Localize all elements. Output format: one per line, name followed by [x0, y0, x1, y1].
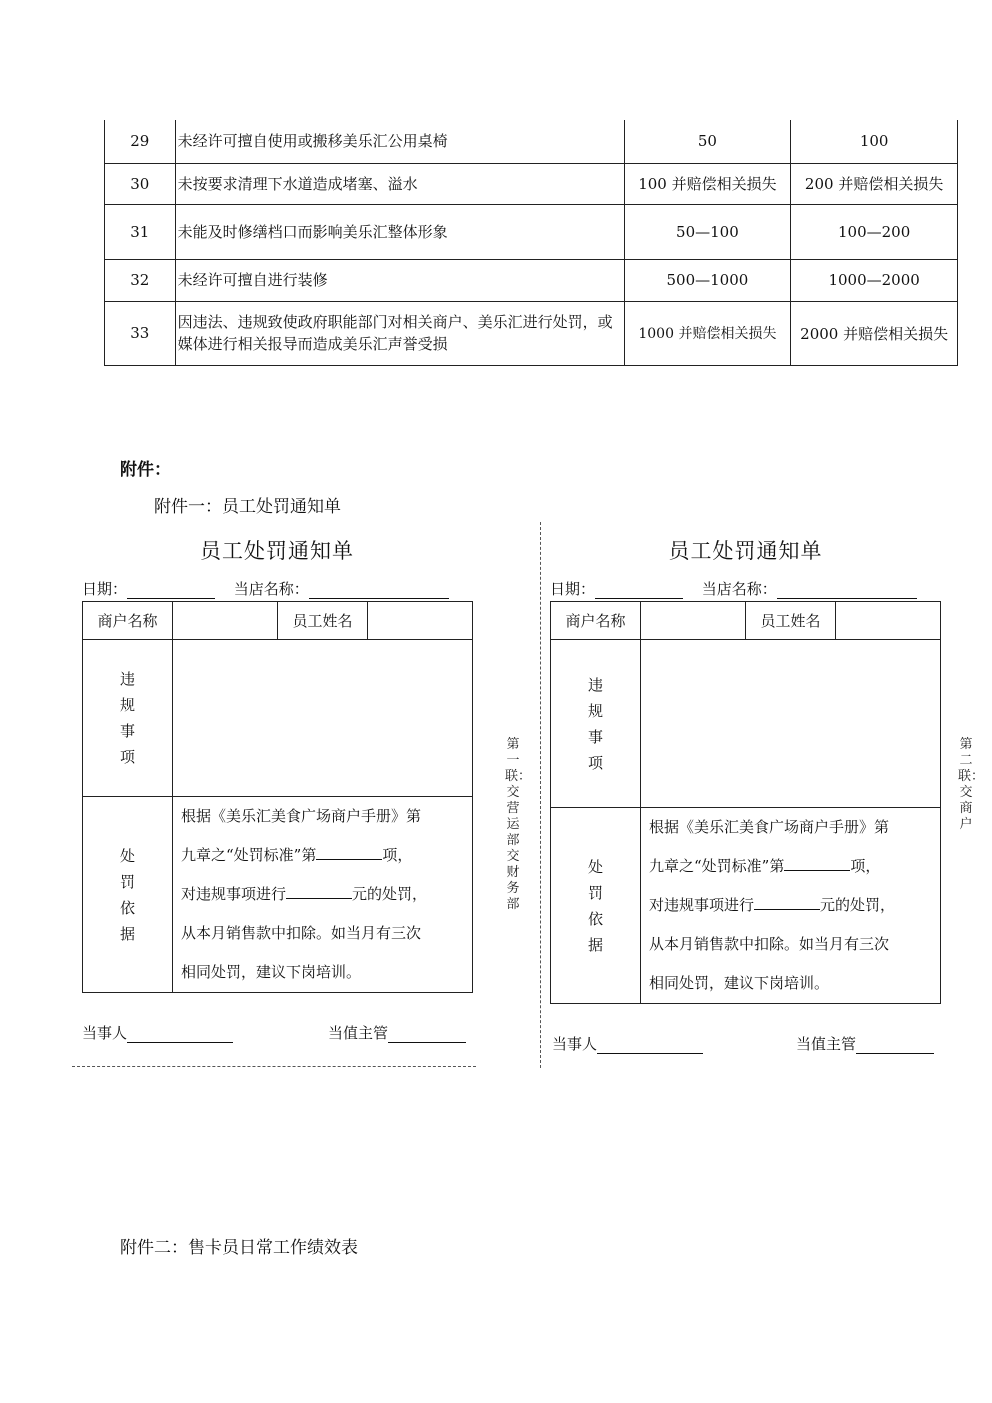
row-number: 32	[105, 259, 176, 301]
store-name-blank	[777, 582, 917, 599]
merchant-name-label: 商户名称	[83, 602, 173, 640]
basis-text-part: 项，	[850, 857, 881, 875]
row-number: 30	[105, 163, 176, 204]
merchant-name-field	[173, 602, 278, 640]
supervisor-signature-blank	[856, 1037, 934, 1054]
violation-description: 因违法、违规致使政府职能部门对相关商户、美乐汇进行处罚，或媒体进行相关报导而造成美乐汇声誉受损	[175, 301, 624, 365]
copy-note: 第一联：交营运部交财务部	[505, 737, 532, 912]
basis-text	[173, 797, 473, 993]
basis-text-part: 九章之“处罚标准”第	[649, 857, 785, 875]
violation-description: 未经许可擅自进行装修	[175, 259, 624, 301]
basis-line	[649, 847, 932, 886]
cut-line	[72, 1066, 476, 1067]
date-label: 日期：	[82, 580, 128, 598]
table-row	[105, 301, 958, 365]
row-number: 29	[105, 120, 176, 163]
table-row	[105, 120, 958, 163]
basis-text-part: 对违规事项进行	[649, 896, 755, 914]
employee-name-label: 员工姓名	[746, 602, 836, 640]
first-offense-amount: 50	[624, 120, 791, 163]
first-offense-amount: 1000 并赔偿相关损失	[624, 301, 791, 365]
basis-text-part: 九章之“处罚标准”第	[181, 846, 317, 864]
second-offense-amount: 200 并赔偿相关损失	[791, 163, 958, 204]
table-row	[105, 259, 958, 301]
form-title: 员工处罚通知单	[668, 539, 823, 563]
attachment2-heading: 附件二：售卡员日常工作绩效表	[120, 1238, 358, 1258]
amount-blank	[286, 884, 352, 899]
basis-line: 根据《美乐汇美食广场商户手册》第	[181, 807, 422, 825]
attachments-heading: 附件：	[120, 460, 171, 480]
violation-description: 未经许可擅自使用或搬移美乐汇公用桌椅	[175, 120, 624, 163]
store-name-label: 当店名称：	[233, 580, 309, 598]
cut-line	[540, 522, 541, 1068]
notice-form-table	[550, 601, 941, 1004]
party-label: 当事人	[552, 1035, 598, 1053]
violation-label-cell	[83, 640, 173, 797]
copy-note: 第二联：交商户	[958, 737, 985, 832]
basis-label: 处罚依据	[587, 857, 603, 954]
merchant-name-field	[641, 602, 746, 640]
penalty-table	[104, 120, 958, 366]
first-offense-amount: 50—100	[624, 204, 791, 259]
table-row	[105, 163, 958, 204]
violation-label: 违规事项	[119, 670, 135, 766]
basis-label-cell	[551, 808, 641, 1004]
violation-description: 未能及时修缮档口而影响美乐汇整体形象	[175, 204, 624, 259]
second-offense-amount: 2000 并赔偿相关损失	[791, 301, 958, 365]
date-blank	[595, 582, 683, 599]
row-number: 33	[105, 301, 176, 365]
basis-line	[181, 836, 464, 875]
supervisor-label: 当值主管	[328, 1024, 389, 1042]
violation-field	[173, 640, 473, 797]
employee-name-label: 员工姓名	[278, 602, 368, 640]
first-offense-amount: 100 并赔偿相关损失	[624, 163, 791, 204]
attachment1-heading: 附件一：员工处罚通知单	[154, 497, 341, 517]
supervisor-signature	[328, 1022, 466, 1043]
basis-line: 从本月销售款中扣除。如当月有三次	[649, 935, 890, 953]
basis-line: 相同处罚，建议下岗培训。	[181, 963, 362, 981]
supervisor-signature-blank	[388, 1026, 466, 1043]
merchant-name-label: 商户名称	[551, 602, 641, 640]
date-label: 日期：	[550, 580, 596, 598]
employee-name-field	[368, 602, 473, 640]
basis-line	[181, 875, 464, 914]
party-signature	[82, 1022, 233, 1043]
basis-line: 根据《美乐汇美食广场商户手册》第	[649, 818, 890, 836]
basis-line: 从本月销售款中扣除。如当月有三次	[181, 924, 422, 942]
form-date-store-line	[550, 578, 917, 599]
basis-text-part: 元的处罚，	[820, 896, 896, 914]
violation-description: 未按要求清理下水道造成堵塞、溢水	[175, 163, 624, 204]
store-name-blank	[309, 582, 449, 599]
second-offense-amount: 100	[791, 120, 958, 163]
party-signature	[552, 1033, 703, 1054]
date-blank	[127, 582, 215, 599]
basis-label-cell	[83, 797, 173, 993]
basis-text-part: 项，	[382, 846, 413, 864]
second-offense-amount: 1000—2000	[791, 259, 958, 301]
form-date-store-line	[82, 578, 449, 599]
basis-line: 相同处罚，建议下岗培训。	[649, 974, 830, 992]
basis-text-part: 对违规事项进行	[181, 885, 287, 903]
store-name-label: 当店名称：	[701, 580, 777, 598]
basis-text	[641, 808, 941, 1004]
form-title: 员工处罚通知单	[200, 539, 354, 563]
table-row	[105, 204, 958, 259]
violation-field	[641, 640, 941, 808]
item-number-blank	[784, 856, 850, 871]
violation-label: 违规事项	[587, 675, 603, 772]
item-number-blank	[316, 845, 382, 860]
party-signature-blank	[127, 1026, 233, 1043]
second-offense-amount: 100—200	[791, 204, 958, 259]
employee-name-field	[836, 602, 941, 640]
violation-label-cell	[551, 640, 641, 808]
supervisor-label: 当值主管	[796, 1035, 857, 1053]
basis-text-part: 元的处罚，	[352, 885, 428, 903]
party-signature-blank	[597, 1037, 703, 1054]
supervisor-signature	[796, 1033, 934, 1054]
first-offense-amount: 500—1000	[624, 259, 791, 301]
basis-line	[649, 886, 932, 925]
notice-form-table	[82, 601, 473, 993]
amount-blank	[754, 895, 820, 910]
party-label: 当事人	[82, 1024, 128, 1042]
row-number: 31	[105, 204, 176, 259]
basis-label: 处罚依据	[119, 846, 135, 943]
